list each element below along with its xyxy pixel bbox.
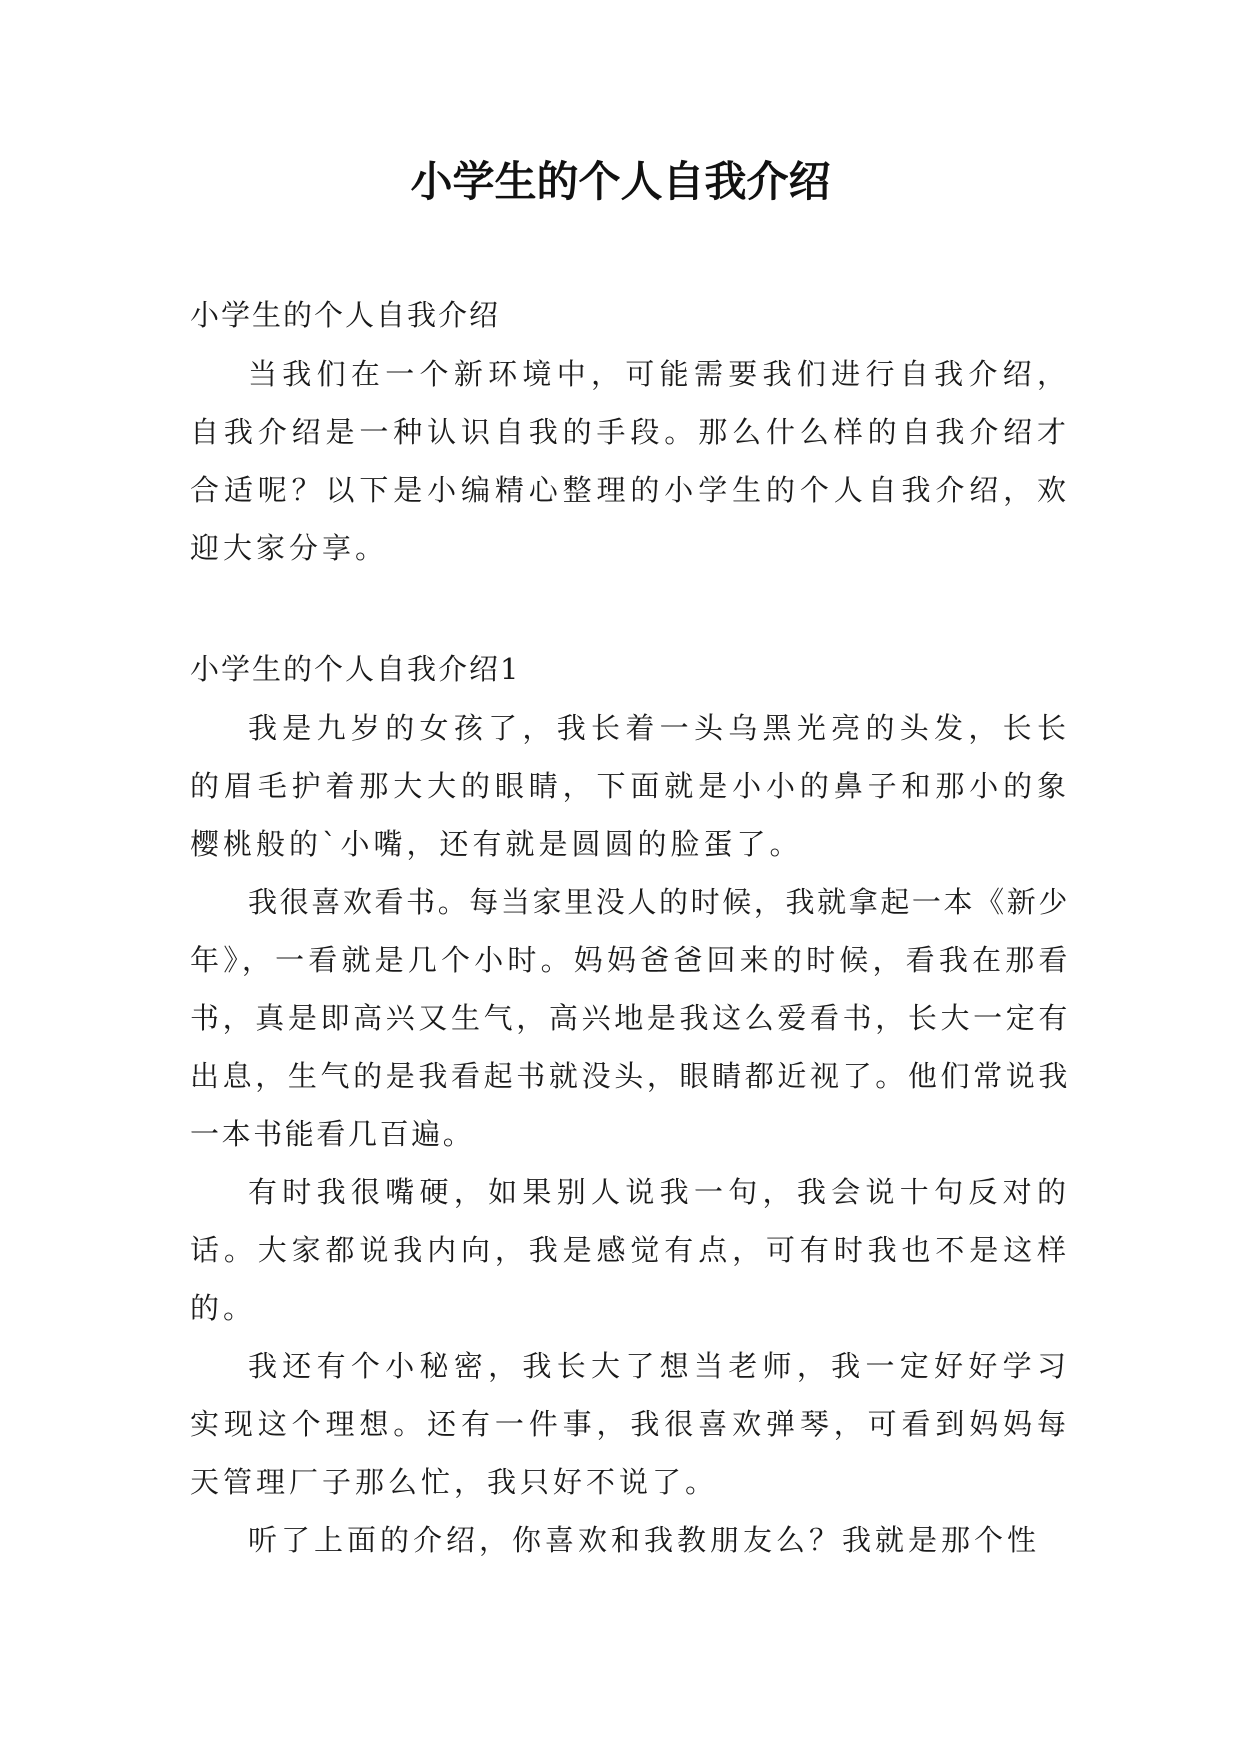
paragraph-closing: 听了上面的介绍，你喜欢和我教朋友么？我就是那个性 bbox=[248, 1523, 1041, 1557]
section-spacer bbox=[190, 577, 1070, 639]
intro-heading: 小学生的个人自我介绍 bbox=[190, 298, 501, 332]
paragraph-personality: 有时我很嘴硬，如果别人说我一句，我会说十句反对的话。大家都说我内向，我是感觉有点，可有时我也不是这样的。 bbox=[190, 1175, 1070, 1325]
paragraph-reading: 我很喜欢看书。每当家里没人的时候，我就拿起一本《新少年》，一看就是几个小时。妈妈爸爸回来的时候，看我在那看书，真是即高兴又生气，高兴地是我这么爱看书，长大一定有出息，生气的是我看起书就没头，眼睛都近视了。他们常说我一本书能看几百遍。 bbox=[190, 885, 1070, 1151]
section-heading-1: 小学生的个人自我介绍1 bbox=[190, 652, 521, 686]
paragraph-appearance: 我是九岁的女孩了，我长着一头乌黑光亮的头发，长长的眉毛护着那大大的眼睛，下面就是小小的鼻子和那小的象樱桃般的`小嘴，还有就是圆圆的脸蛋了。 bbox=[190, 711, 1070, 861]
paragraph-secret: 我还有个小秘密，我长大了想当老师，我一定好好学习实现这个理想。还有一件事，我很喜欢弹琴，可看到妈妈每天管理厂子那么忙，我只好不说了。 bbox=[190, 1349, 1070, 1499]
document-body bbox=[190, 285, 1070, 1569]
document-title: 小学生的个人自我介绍 bbox=[410, 157, 831, 206]
intro-paragraph: 当我们在一个新环境中，可能需要我们进行自我介绍，自我介绍是一种认识自我的手段。那么什么样的自我介绍才合适呢？以下是小编精心整理的小学生的个人自我介绍，欢迎大家分享。 bbox=[190, 357, 1070, 565]
